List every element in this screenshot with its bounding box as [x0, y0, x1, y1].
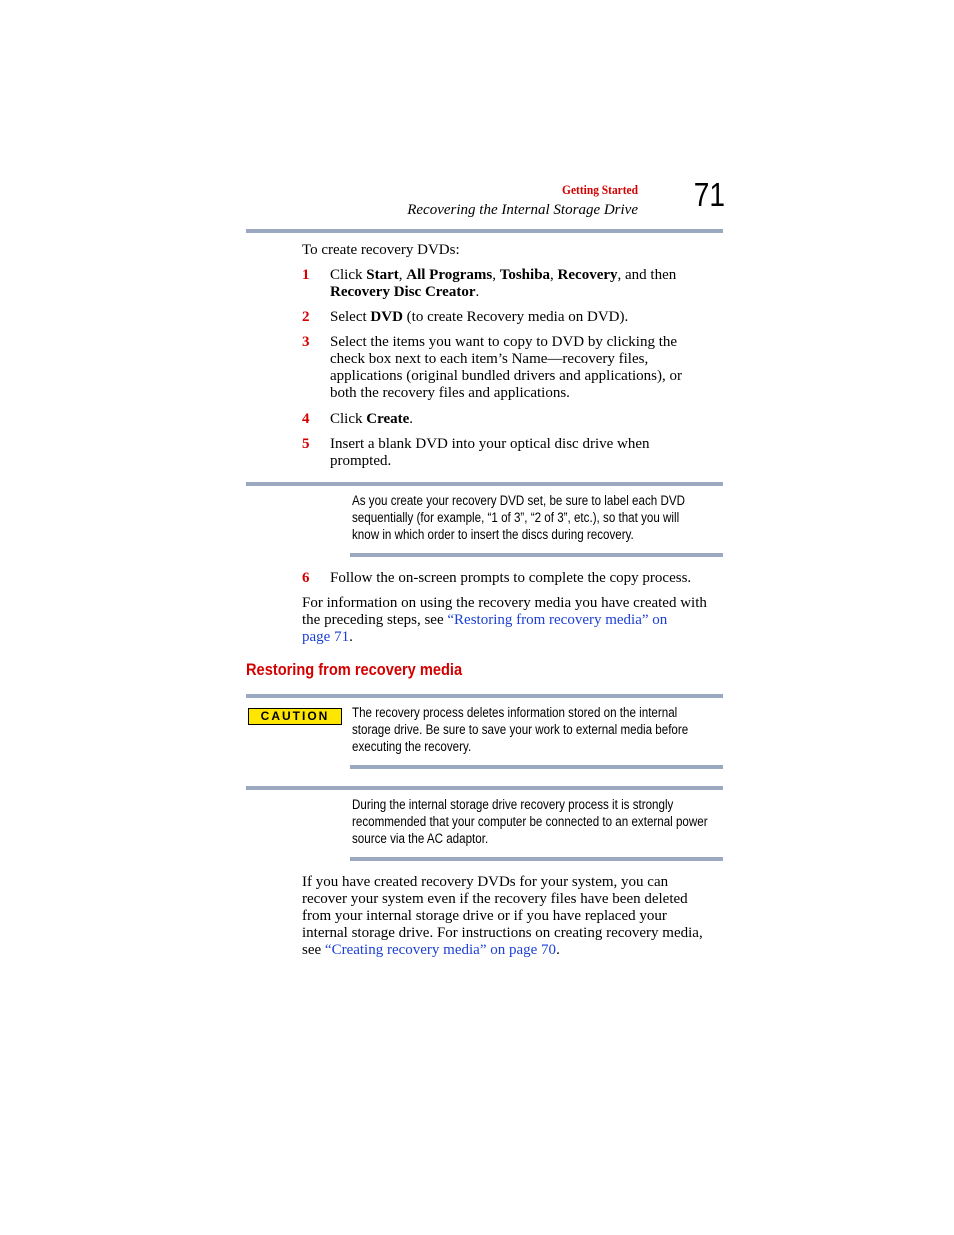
step-1-text: Click Start, All Programs, Toshiba, Recovery, and then Recovery Disc Creator. [330, 267, 677, 300]
info-paragraph: For information on using the recovery media you have created with the preceding steps, see “Restoring from recovery media” on page 71. [302, 595, 707, 645]
creating-media-link[interactable]: “Creating recovery media” on page 70 [324, 942, 557, 958]
caution-text: The recovery process deletes information stored on the internal storage drive. Be sure to save your work to external media before executing the recovery. [352, 705, 689, 754]
section-heading: Restoring from recovery media [246, 660, 463, 679]
caution-badge: CAUTION [248, 708, 342, 725]
note-bottom-rule [350, 553, 723, 557]
step-3-text: Select the items you want to copy to DVD by clicking the check box next to each item’s Name—recovery files, applications (original bundled drivers and applications), or both the recovery files and applications. [330, 334, 682, 401]
final-paragraph: If you have created recovery DVDs for your system, you can recover your system even if the recovery files have been deleted from your internal storage drive or if you have replaced your internal storage drive. For instructions on creating recovery media, see “Creating recovery media” on page 70. [302, 874, 703, 958]
step-4-text: Click Create. [330, 411, 414, 427]
step-number: 2 [302, 309, 310, 325]
restoring-link[interactable]: “Restoring from recovery media” on [447, 612, 668, 628]
page-number: 71 [693, 176, 725, 213]
step-5-text: Insert a blank DVD into your optical disc drive when prompted. [330, 436, 650, 469]
note-2-text: During the internal storage drive recovery process it is strongly recommended that your computer be connected to an external power source via the AC adaptor. [352, 797, 708, 846]
step-number: 3 [302, 334, 310, 350]
caution-top-rule [246, 694, 723, 698]
step-number: 5 [302, 436, 310, 452]
chapter-title: Getting Started [562, 182, 638, 197]
restoring-link-page[interactable]: page 71 [302, 629, 350, 645]
note-top-rule [246, 482, 723, 486]
step-2-text: Select DVD (to create Recovery media on DVD). [330, 309, 629, 325]
note-2-bottom-rule [350, 857, 723, 861]
header-rule [246, 229, 723, 233]
caution-bottom-rule [350, 765, 723, 769]
step-6-text: Follow the on-screen prompts to complete the copy process. [330, 570, 692, 586]
step-number: 1 [302, 267, 310, 283]
section-title: Recovering the Internal Storage Drive [407, 202, 638, 218]
step-number: 4 [302, 411, 310, 427]
note-1-text: As you create your recovery DVD set, be sure to label each DVD sequentially (for example, “1 of 3”, “2 of 3”, etc.), so that you will know in which order to insert the discs during recovery. [352, 493, 685, 542]
note-2-top-rule [246, 786, 723, 790]
intro-text: To create recovery DVDs: [302, 242, 460, 258]
step-number: 6 [302, 570, 310, 586]
